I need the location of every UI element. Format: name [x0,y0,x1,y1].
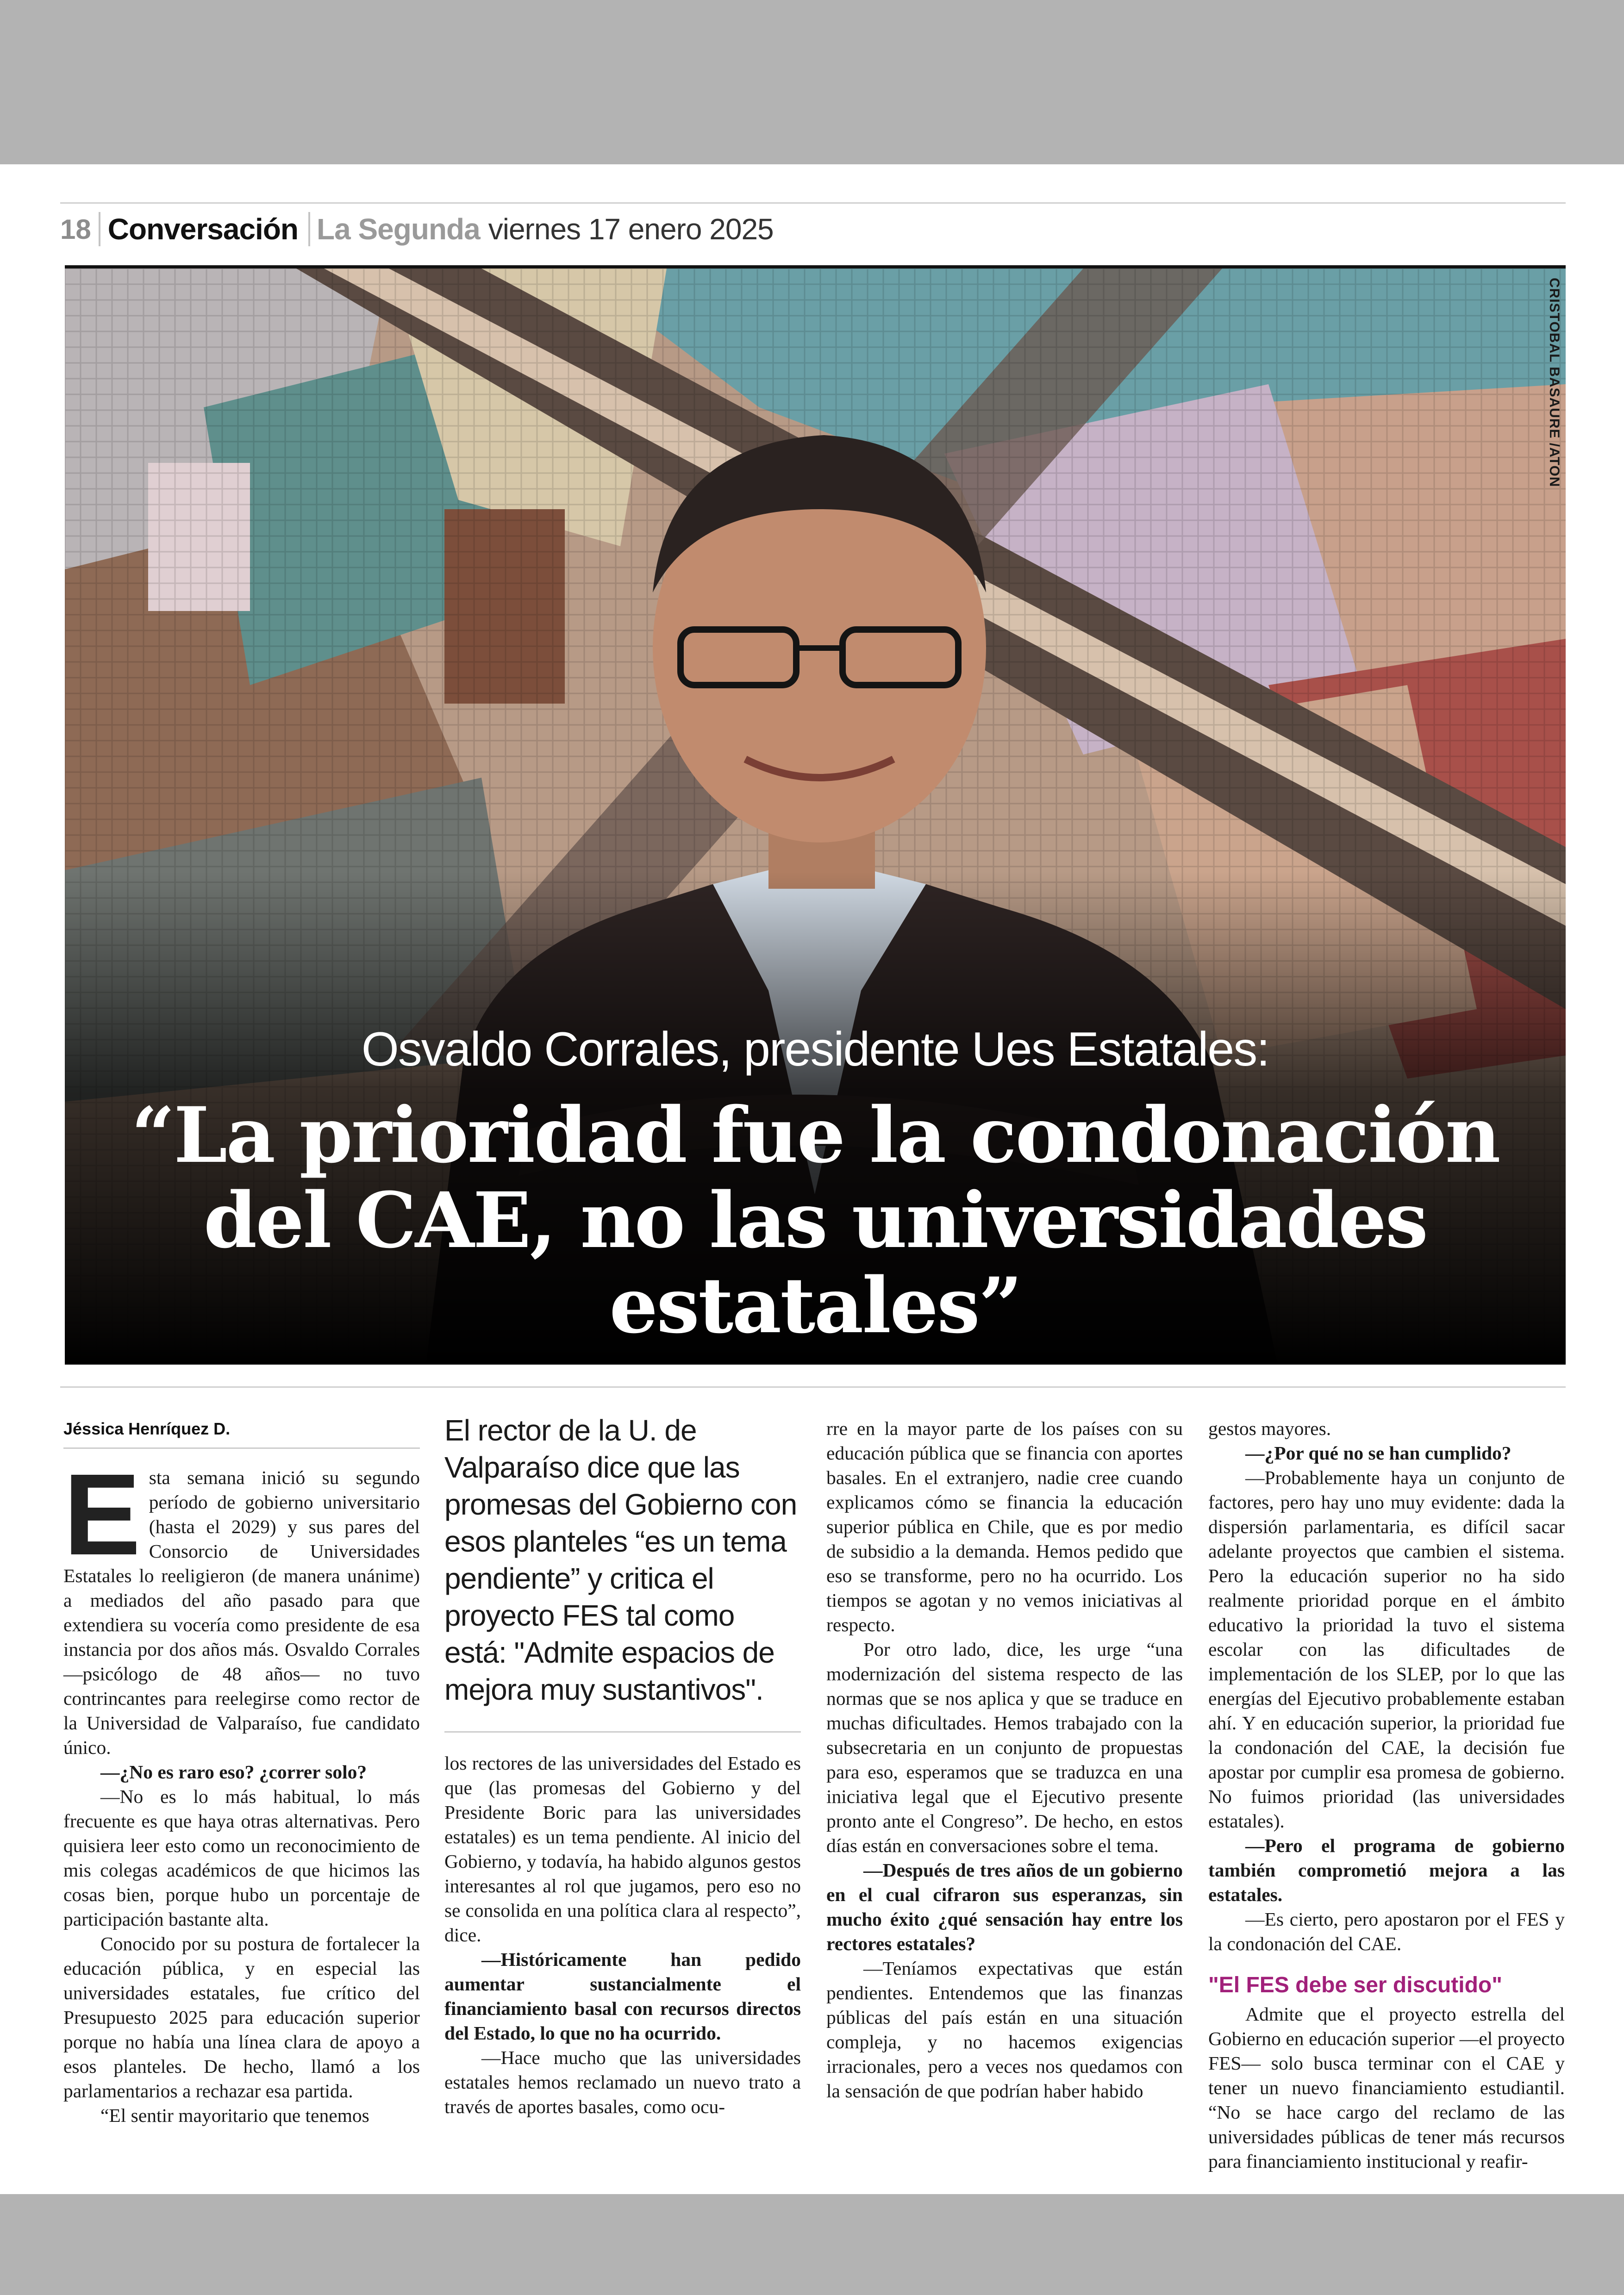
section-rule [60,1386,1566,1388]
paragraph: Por otro lado, dice, les urge “una modernización del sistema respecto de las normas que se nos aplica y que se traduce en muchas dificultades. Hemos trabajado con la subsecretaria en un conjunto de propuestas para eso, esperamos que se traduzca en una iniciativa legal que el Ejecutivo presente pronto ante el Congreso”. De hecho, en estos días están en conversaciones sobre el tema. [826,1639,1183,1856]
top-rule [60,202,1566,204]
byline: Jéssica Henríquez D. [63,1416,420,1449]
paragraph: —Hace mucho que las universidades estatales hemos reclamado un nuevo trato a través de aportes basales, como ocu- [444,2047,801,2117]
question: —Pero el programa de gobierno también comprometió mejora a las estatales. [1208,1835,1565,1905]
page-header [60,208,774,250]
lead-paragraph [63,1450,420,1760]
question: —¿Por qué no se han cumplido? [1245,1442,1512,1464]
photo-credit: CRISTOBAL BASAURE /ATON [1547,278,1562,487]
article-column-3 [826,1416,1183,2103]
paragraph: Conocido por su postura de fortalecer la educación pública, y en especial las universidades estatales, fue crítico del Presupuesto 2025 para educación superior porque no había una línea clara de apoyo a esos planteles. De hecho, llamó a los parlamentarios a rechazar esa partida. [63,1933,420,2102]
section-name: Conversación [99,212,308,246]
paragraph: —No es lo más habitual, lo más frecuente es que haya otras alternativas. Pero quisiera leer esto como un reconocimiento de mis colegas académicos de que hicimos las cosas bien, porque hubo un porcentaje de participación bastante alta. [63,1786,420,1930]
dropcap: E [63,1450,141,1579]
question: —Después de tres años de un gobierno en el cual cifraron sus esperanzas, sin mucho éxito ¿qué sensación hay entre los rectores estatales? [826,1859,1183,1954]
deck: El rector de la U. de Valparaíso dice que las promesas del Gobierno con esos planteles “es un tema pendiente” y critica el proyecto FES tal como está: "Admite espacios de mejora muy sustantivos". [444,1412,801,1733]
paragraph: —Teníamos expectativas que están pendientes. Entendemos que las finanzas públicas del país están en una situación compleja, y no hacemos exigencias irracionales, pero a veces nos quedamos con la sensación de que podrían haber habido [826,1958,1183,2102]
headline-kicker: Osvaldo Corrales, presidente Ues Estatales: [361,1023,1269,1076]
question: —Históricamente han pedido aumentar sustancialmente el financiamiento basal con recursos directos del Estado, lo que no ha ocurrido. [444,1949,801,2044]
headline: “La prioridad fue la condonación del CAE, no las universidades estatales” [131,1090,1499,1350]
paragraph: —Es cierto, pero apostaron por el FES y la condonación del CAE. [1208,1908,1565,1954]
newspaper-page [0,164,1624,2194]
article-column-2 [444,1412,801,2119]
paragraph: “El sentir mayoritario que tenemos [100,2105,369,2126]
paragraph: los rectores de las universidades del Estado es que (las promesas del Gobierno y del Presidente Boric para las universidades estatales) es un tema pendiente. Al inicio del Gobierno, y todavía, ha habido algunos gestos interesantes al rol que jugamos, pero eso no se consolida en una política clara al respecto”, dice. [444,1752,801,1946]
subheading: "El FES debe ser discutido" [1208,1973,1502,1997]
issue-date: viernes 17 enero 2025 [488,212,774,246]
paragraph: rre en la mayor parte de los países con su educación pública que se financia con aportes basales. En el extranjero, nadie cree cuando explicamos cómo se financia la educación superior pública en Chile, que es por medio de subsidio a la demanda. Hemos pedido que eso se transforme, pero no ha ocurrido. Los tiempos se agotan y no vemos iniciativas al respecto. [826,1418,1183,1635]
newspaper-name: La Segunda [308,212,480,246]
paragraph: Admite que el proyecto estrella del Gobierno en educación superior —el proyecto FES— solo busca terminar con el CAE y tener un nuevo financiamiento estudiantil. “No se hace cargo del reclamo de las universidades públicas de tener más recursos para financiamiento institucional y reafir- [1208,2003,1565,2172]
question: —¿No es raro eso? ¿correr solo? [100,1761,367,1783]
paragraph: —Probablemente haya un conjunto de factores, pero hay uno muy evidente: dada la dispersión parlamentaria, es difícil sacar adelante proyectos que cambien el sistema. Pero la educación superior no ha sido realmente prioridad porque en el ámbito educativo la prioridad la tuvo el sistema escolar con las dificultades de implementación de los SLEP, por lo que las energías del Ejecutivo probablemente estaban ahí. Y en educación superior, la prioridad fue la condonación del CAE, la decisión fue apostar por cumplir esa promesa de gobierno. No fuimos prioridad (las universidades estatales). [1208,1467,1565,1832]
lead-photo [65,265,1566,1365]
lead-text: sta semana inició su segundo período de gobierno universitario (hasta el 2029) y sus pares del Consorcio de Universidades Estatales lo reeligieron (de manera unánime) a mediados del año pasado para que extendiera su vocería como presidente de esa instancia por dos años más. Osvaldo Corrales —psicólogo de 48 años— no tuvo contrincantes para reelegirse como rector de la Universidad de Valparaíso, fue candidato único. [63,1467,420,1758]
article-column-1 [63,1416,420,2128]
article-column-4 [1208,1416,1565,2174]
paragraph: gestos mayores. [1208,1418,1331,1439]
page-number: 18 [60,213,91,245]
